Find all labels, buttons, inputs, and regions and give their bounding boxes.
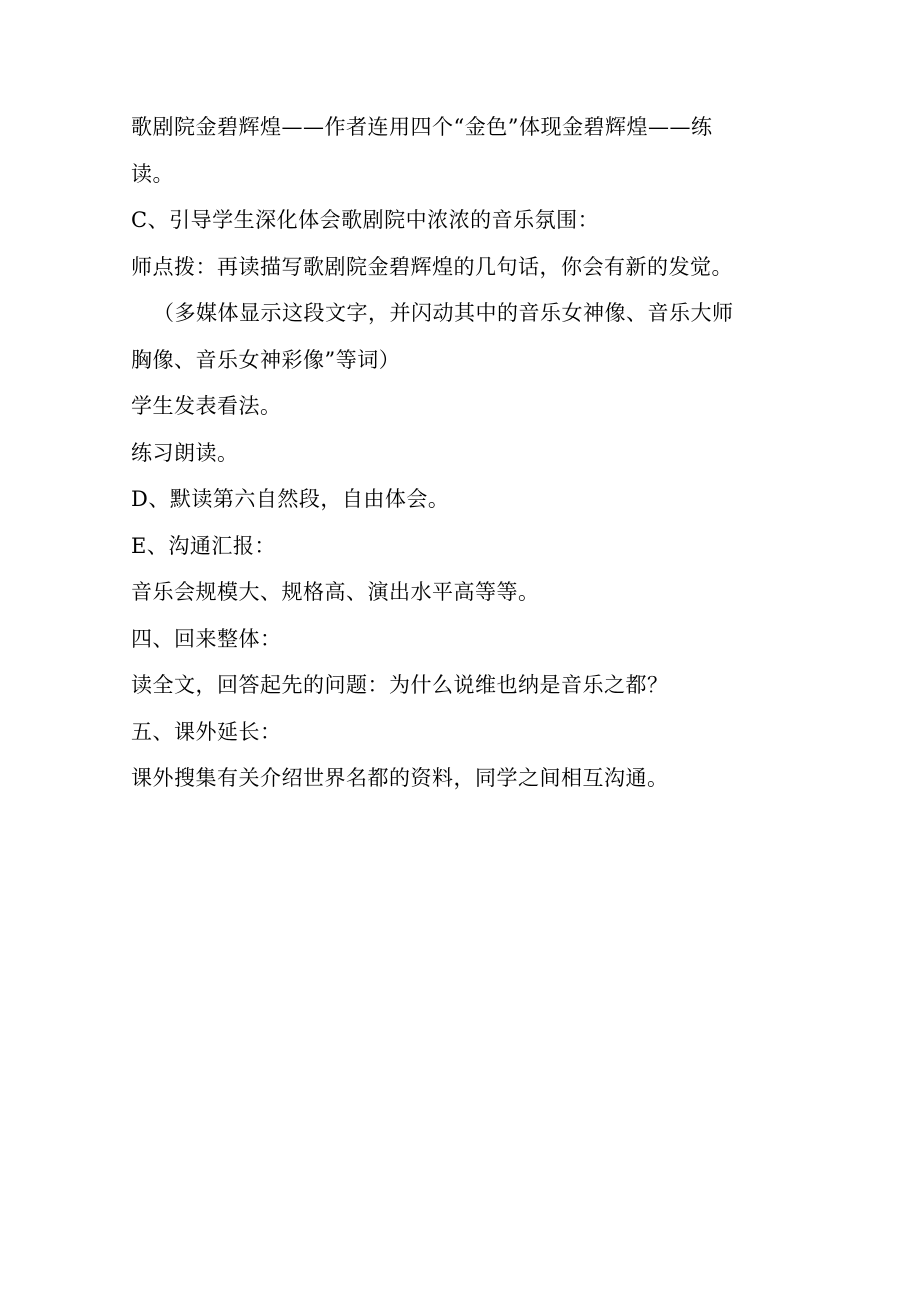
- paragraph-line: 胸像、音乐女神彩像”等词）: [131, 347, 401, 372]
- paragraph-line: 学生发表看法。: [131, 394, 282, 418]
- section-heading-c: C、引导学生深化体会歌剧院中浓浓的音乐氛围：: [131, 208, 600, 232]
- paragraph-line: 读。: [131, 161, 174, 186]
- paragraph-line: 课外搜集有关介绍世界名都的资料，同学之间相互沟通。: [131, 766, 669, 790]
- section-heading-e: E、沟通汇报：: [131, 533, 276, 558]
- paragraph-line: 师点拨：再读描写歌剧院金碧辉煌的几句话，你会有新的发觉。: [131, 254, 733, 279]
- document-body: [131, 104, 786, 802]
- section-heading-d: D、默读第六自然段，自由体会。: [131, 487, 450, 511]
- paragraph-line: 歌剧院金碧辉煌——作者连用四个“金色”体现金碧辉煌——练: [131, 115, 713, 139]
- paragraph-line: 练习朗读。: [131, 440, 239, 465]
- section-heading-four: 四、回来整体：: [131, 626, 282, 651]
- paragraph-line: 音乐会规模大、规格高、演出水平高等等。: [131, 580, 540, 604]
- paragraph-line: 读全文，回答起先的问题：为什么说维也纳是音乐之都？: [131, 673, 669, 697]
- section-heading-five: 五、课外延长：: [131, 719, 282, 744]
- paragraph-line: （多媒体显示这段文字，并闪动其中的音乐女神像、音乐大师: [153, 301, 734, 325]
